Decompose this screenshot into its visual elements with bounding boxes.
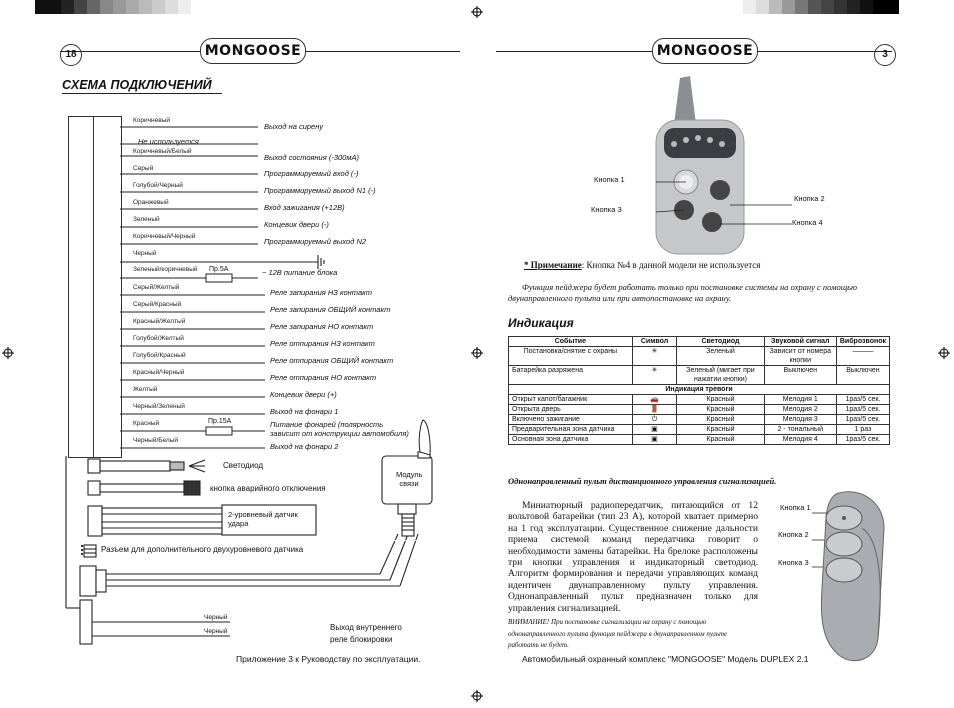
- fob-callout-button-3: Кнопка 3: [778, 558, 809, 567]
- shock-sensor-label: 2-уровневый датчик удара: [228, 510, 298, 528]
- table-cell: Красный: [677, 405, 764, 415]
- table-cell-symbol: ⏻: [632, 415, 677, 425]
- wire-label: Коричневый: [133, 117, 170, 124]
- note-label: * Примечание: [524, 260, 582, 270]
- relay-wire-label: Черный: [204, 614, 228, 621]
- note-text: : Кнопка №4 в данной модели не используется: [581, 260, 761, 270]
- table-cell: Красный: [677, 435, 764, 445]
- function-label: Программируемый выход N2: [264, 237, 367, 246]
- table-cell: Мелодия 1: [764, 395, 836, 405]
- table-header-cell: Светодиод: [677, 337, 764, 347]
- function-label: Выход на фонари 1: [270, 407, 339, 416]
- table-cell: Основная зона датчика: [509, 435, 633, 445]
- page-number-left: 18: [60, 44, 82, 66]
- table-cell-symbol: 🚗: [632, 395, 677, 405]
- alarm-header: Индикация тревоги: [509, 385, 890, 395]
- function-label: Реле запирания ОБЩИЙ контакт: [270, 305, 391, 314]
- function-note: Функция пейджера будет работать только при постановке системы на охрану с помощью двунаправленного пульта или при автопостановке на охрану.: [508, 282, 858, 303]
- callout-button-4: Кнопка 4: [792, 218, 823, 227]
- page-title: СХЕМА ПОДКЛЮЧЕНИЙ: [62, 78, 212, 92]
- fuse-5a-label: Пр.5А: [209, 266, 229, 273]
- warning-text: ВНИМАНИЕ! При постановке сигнализации на охрану с помощью однонаправленного пульта функция пейджера в двунаправленном пульте работать не будет.: [508, 618, 728, 649]
- table-header-cell: Виброзвонок: [836, 337, 889, 347]
- wire-label: Коричневый/Белый: [133, 148, 192, 155]
- table-header-cell: Событие: [509, 337, 633, 347]
- table-cell: Батарейка разряжена: [509, 366, 633, 385]
- table-cell: ———: [836, 347, 889, 366]
- callout-button-2: Кнопка 2: [794, 194, 825, 203]
- function-label: Реле запирания НЗ контакт: [270, 288, 372, 297]
- table-row: [509, 415, 890, 425]
- table-cell: 1раз/5 сек.: [836, 395, 889, 405]
- table-row: [509, 366, 890, 385]
- table-row: [509, 385, 890, 395]
- one-way-fob-image: [818, 488, 890, 670]
- led-label: Светодиод: [223, 461, 264, 470]
- table-cell: Красный: [677, 425, 764, 435]
- table-row: [509, 405, 890, 415]
- table-cell: 1 раз: [836, 425, 889, 435]
- table-cell-symbol: ✳: [632, 366, 677, 385]
- function-label: Реле отпирания НО контакт: [270, 373, 377, 382]
- table-cell-symbol: ✳: [632, 347, 677, 366]
- table-row: [509, 435, 890, 445]
- table-cell: 2 - тональный: [764, 425, 836, 435]
- left-footer: Приложение 3 к Руководству по эксплуатации.: [236, 654, 421, 664]
- table-header-cell: Звуковой сигнал: [764, 337, 836, 347]
- wire-label: Серый/Красный: [133, 301, 182, 308]
- function-label: Реле отпирания НЗ контакт: [270, 339, 375, 348]
- wire-label: Черный/Зеленый: [133, 403, 185, 410]
- wire-label: Зеленый/коричневый: [133, 266, 198, 273]
- wire-label: Не используется: [138, 137, 199, 146]
- wire-label: Красный/Желтый: [133, 318, 186, 325]
- function-label: Программируемый выход N1 (-): [264, 186, 376, 195]
- table-cell: Постановка/снятие с охраны: [509, 347, 633, 366]
- table-cell: Выключен: [764, 366, 836, 385]
- relay-label: Выход внутреннего реле блокировки: [330, 623, 402, 644]
- table-cell: Зеленый: [677, 347, 764, 366]
- table-cell: 1раз/5 сек.: [836, 405, 889, 415]
- function-label: Концевик двери (-): [264, 220, 329, 229]
- function-label: Концевик двери (+): [270, 390, 337, 399]
- callout-button-3: Кнопка 3: [591, 205, 622, 214]
- section-title: Индикация: [508, 316, 574, 330]
- table-cell: 1раз/5 сек.: [836, 435, 889, 445]
- fob-callout-button-1: Кнопка 1: [780, 503, 811, 512]
- callout-button-1: Кнопка 1: [594, 175, 625, 184]
- wire-label: Черный: [133, 250, 157, 257]
- table-header-cell: Символ: [632, 337, 677, 347]
- wire-label: Серый/Желтый: [133, 284, 180, 291]
- table-cell: Выключен: [836, 366, 889, 385]
- function-label: Выход на фонари 2: [270, 442, 339, 451]
- wire-label: Коричневый/Черный: [133, 233, 196, 240]
- mongoose-logo-right: MONGOOSE: [652, 38, 758, 64]
- table-cell: Мелодия 2: [764, 405, 836, 415]
- function-label: Питание фонарей (полярность зависит от конструкции автомобиля): [270, 420, 409, 438]
- table-cell: Включено зажигание: [509, 415, 633, 425]
- table-cell: 1раз/5 сек.: [836, 415, 889, 425]
- function-label: Выход состояния (-300мА): [264, 153, 359, 162]
- indication-table: [508, 336, 890, 445]
- table-row: [509, 395, 890, 405]
- right-footer: Автомобильный охранный комплекс "MONGOOSE" Модель DUPLEX 2.1: [522, 654, 809, 664]
- table-cell: Мелодия 3: [764, 415, 836, 425]
- wire-label: Черный/Белый: [133, 437, 179, 444]
- page-number-right: 3: [874, 44, 896, 66]
- table-header-row: [509, 337, 890, 347]
- table-cell: Красный: [677, 395, 764, 405]
- fuse-15a-label: Пр.15А: [208, 418, 232, 425]
- function-label: Выход на сирену: [264, 122, 324, 131]
- wire-label: Красный: [133, 420, 160, 427]
- table-cell: Красный: [677, 415, 764, 425]
- connector-label: Разъем для дополнительного двухуровневого датчика: [101, 545, 304, 554]
- relay-wire-label: Черный: [204, 628, 228, 635]
- comm-module-label: Модуль связи: [396, 470, 423, 488]
- body-text: Миниатюрный радиопередатчик, питающийся от 12 вольтовой батарейки (тип 23 А), которой хватает примерно на 1 год эксплуатации. Существенное снижение дальности приема системой команд передатчика говорит о необходимости замены батарейки. На брелоке расположены три кнопки управления и индикаторный светодиод. Алгоритм формирования и передачи управляющих команд идентичен двунаправленному пульту управления. Однонаправленный пульт предназначен только для управления сигнализацией.: [508, 500, 758, 614]
- wire-label: Голубой/Красный: [133, 352, 186, 359]
- table-cell-symbol: 🚪: [632, 405, 677, 415]
- fob-callout-button-2: Кнопка 2: [778, 530, 809, 539]
- table-row: [509, 425, 890, 435]
- note: [524, 260, 760, 270]
- table-cell: Зависит от номера кнопки: [764, 347, 836, 366]
- table-cell-symbol: ▣: [632, 425, 677, 435]
- table-row: [509, 347, 890, 366]
- function-label: Реле запирания НО контакт: [270, 322, 374, 331]
- wire-label: Оранжевый: [133, 199, 169, 206]
- table-cell: Зеленый (мигает при нажатии кнопки): [677, 366, 764, 385]
- one-way-heading: Однонаправленный пульт дистанционного управления сигнализацией.: [508, 476, 777, 486]
- table-cell: Мелодия 4: [764, 435, 836, 445]
- wire-label: Красный/Черный: [133, 369, 185, 376]
- table-cell: Предварительная зона датчика: [509, 425, 633, 435]
- wire-label: Желтый: [133, 386, 158, 393]
- wire-label: Голубой/Черный: [133, 182, 183, 189]
- table-cell: Открыт капот/багажник: [509, 395, 633, 405]
- function-label: Реле отпирания ОБЩИЙ контакт: [270, 356, 394, 365]
- wire-label: Голубой/Желтый: [133, 335, 184, 342]
- table-cell-symbol: ▣: [632, 435, 677, 445]
- mongoose-logo-left: MONGOOSE: [200, 38, 306, 64]
- alarm-button-label: кнопка аварийного отключения: [210, 484, 326, 493]
- table-cell: Открыта дверь: [509, 405, 633, 415]
- power-label: ~ 12В питание блока: [262, 268, 338, 277]
- function-label: Программируемый вход (-): [264, 169, 359, 178]
- function-label: Вход зажигания (+12В): [264, 203, 345, 212]
- wire-label: Зеленый: [133, 216, 160, 223]
- wire-label: Серый: [133, 165, 154, 172]
